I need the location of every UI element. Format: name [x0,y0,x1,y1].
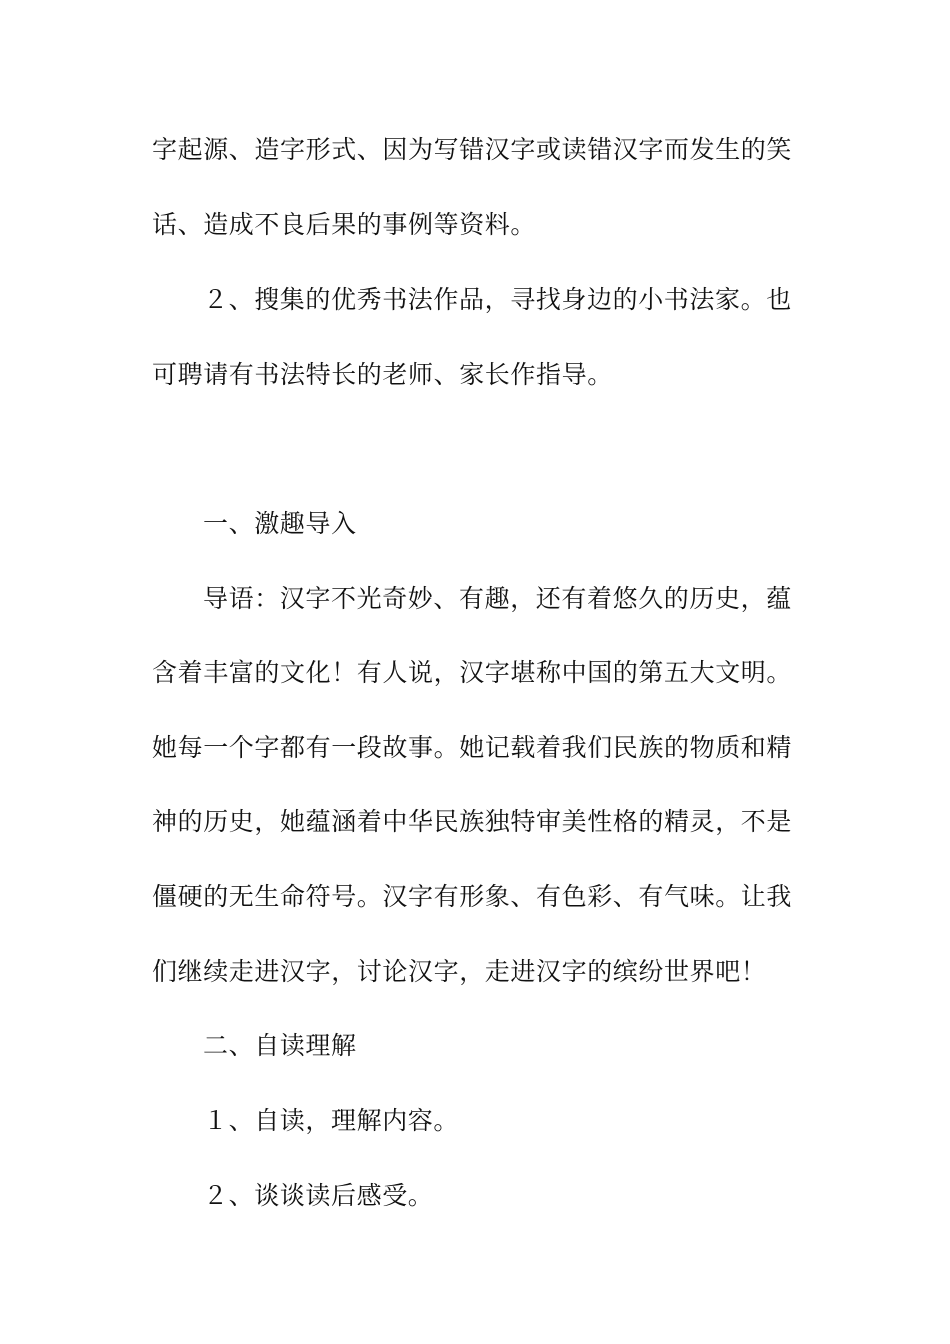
section-heading-1: 一、激趣导入 [203,509,357,538]
text-line-4: 可聘请有书法特长的老师、家长作指导。 [152,360,613,389]
section-heading-2: 二、自读理解 [203,1031,357,1060]
text-line-10: 们继续走进汉字，讨论汉字，走进汉字的缤纷世界吧！ [152,957,767,986]
list-item-1: １、自读，理解内容。 [203,1106,460,1135]
text-line-5: 导语：汉字不光奇妙、有趣，还有着悠久的历史，蕴 [203,584,792,613]
text-line-3: ２、搜集的优秀书法作品，寻找身边的小书法家。也 [203,285,792,314]
text-line-9: 僵硬的无生命符号。汉字有形象、有色彩、有气味。让我 [152,882,793,911]
text-line-7: 她每一个字都有一段故事。她记载着我们民族的物质和精 [152,733,793,762]
text-line-1: 字起源、造字形式、因为写错汉字或读错汉字而发生的笑 [152,135,793,164]
text-line-2: 话、造成不良后果的事例等资料。 [152,210,537,239]
list-item-2: ２、谈谈读后感受。 [203,1181,434,1210]
text-line-8: 神的历史，她蕴涵着中华民族独特审美性格的精灵，不是 [152,807,793,836]
text-line-6: 含着丰富的文化！有人说，汉字堪称中国的第五大文明。 [152,658,793,687]
